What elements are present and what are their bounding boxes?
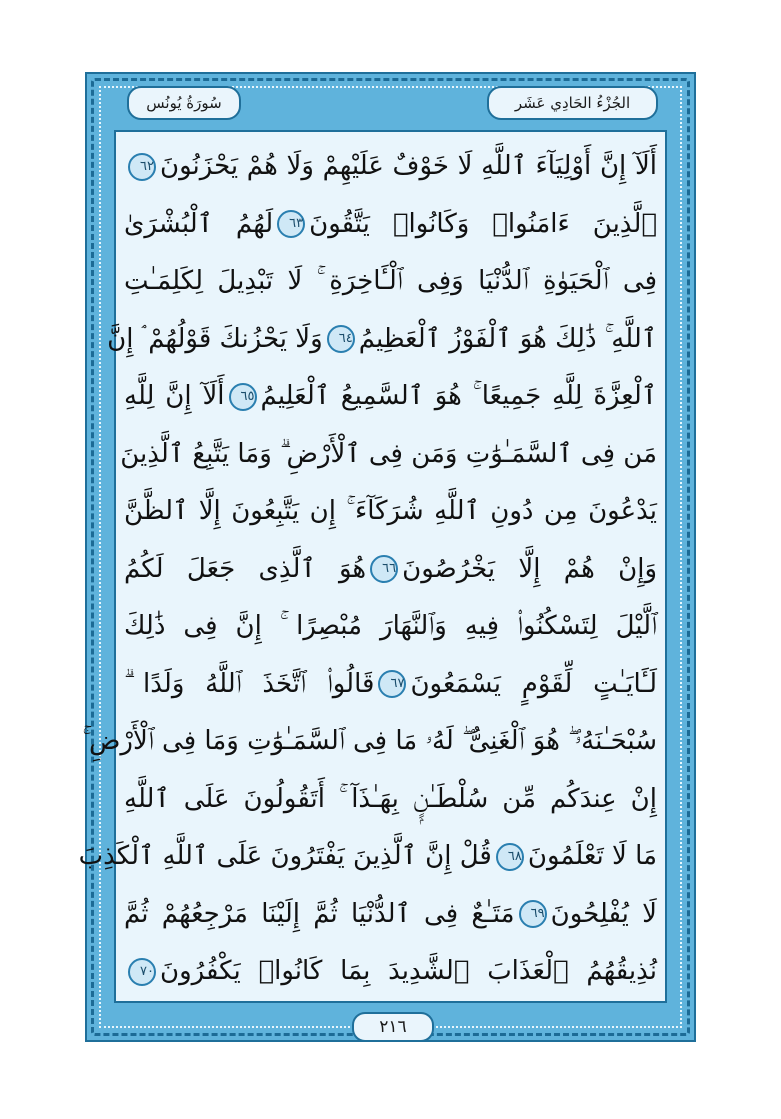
verse-line bbox=[124, 543, 657, 595]
juz-header bbox=[487, 86, 658, 120]
ayah-number-marker: ٦٦ bbox=[370, 555, 398, 583]
verse-line bbox=[124, 658, 657, 710]
verse-text: نُذِيقُهُمُ ٱلْعَذَابَ ٱلشَّدِيدَ بِمَا كَانُوا۟ يَكْفُرُونَ bbox=[160, 956, 657, 986]
ayah-number-marker: ٦٩ bbox=[519, 900, 547, 928]
ayah-number-marker: ٦٤ bbox=[327, 325, 355, 353]
verse-line bbox=[120, 428, 657, 480]
verse-text: مَن فِى ٱلسَّمَـٰوَٰتِ وَمَن فِى ٱلْأَرْضِ ۗ وَمَا يَتَّبِعُ ٱلَّذِينَ bbox=[120, 438, 657, 469]
verse-line bbox=[124, 370, 657, 422]
verse-text-continued: هُوَ ٱلَّذِى جَعَلَ لَكُمُ bbox=[124, 553, 367, 584]
ayah-number-marker: ٦٥ bbox=[229, 383, 257, 411]
ayah-number-marker: ٦٧ bbox=[378, 670, 406, 698]
verse-line bbox=[124, 888, 657, 940]
verse-text: ٱلَّيْلَ لِتَسْكُنُوا۟ فِيهِ وَٱلنَّهَارَ مُبْصِرًا ۚ إِنَّ فِى ذَٰلِكَ bbox=[124, 611, 657, 641]
verse-line bbox=[124, 773, 657, 825]
verse-text: يَدْعُونَ مِن دُونِ ٱللَّهِ شُرَكَآءَ ۚ إِن يَتَّبِعُونَ إِلَّا ٱلظَّنَّ bbox=[124, 496, 657, 526]
ayah-number-marker: ٦٣ bbox=[277, 210, 305, 238]
verse-text-continued: وَلَا يَحْزُنكَ قَوْلُهُمْ ۘ إِنَّ bbox=[107, 323, 323, 354]
verse-text-continued: مَتَـٰعٌ فِى ٱلدُّنْيَا ثُمَّ إِلَيْنَا مَرْجِعُهُمْ ثُمَّ bbox=[124, 898, 515, 929]
ayah-number-marker: ٦٢ bbox=[128, 153, 156, 181]
verse-text: لَـَٔايَـٰتٍ لِّقَوْمٍ يَسْمَعُونَ bbox=[410, 668, 657, 699]
page-number-label: ٢١٦ bbox=[379, 1017, 407, 1037]
verse-text: وَإِنْ هُمْ إِلَّا يَخْرُصُونَ bbox=[402, 553, 657, 584]
verse-text: فِى ٱلْحَيَوٰةِ ٱلدُّنْيَا وَفِى ٱلْـَٔاخِرَةِ ۚ لَا تَبْدِيلَ لِكَلِمَـٰتِ bbox=[124, 266, 657, 296]
verse-text-continued: قَالُوا۟ ٱتَّخَذَ ٱللَّهُ وَلَدًا ۗ bbox=[124, 668, 375, 699]
verse-line bbox=[82, 715, 657, 767]
verse-text: مَا لَا تَعْلَمُونَ bbox=[527, 841, 657, 871]
verse-text: لَا يُفْلِحُونَ bbox=[550, 898, 657, 929]
verse-text: سُبْحَـٰنَهُۥ ۖ هُوَ ٱلْغَنِىُّ ۖ لَهُۥ مَا فِى ٱلسَّمَـٰوَٰتِ وَمَا فِى ٱلْأَرْضِ ۚ bbox=[82, 726, 657, 756]
page-number bbox=[352, 1012, 434, 1042]
verse-text-continued: لَهُمُ ٱلْبُشْرَىٰ bbox=[124, 208, 274, 239]
verse-line bbox=[124, 140, 657, 192]
verse-text: أَلَآ إِنَّ أَوْلِيَآءَ ٱللَّهِ لَا خَوْفٌ عَلَيْهِمْ وَلَا هُمْ يَحْزَنُونَ bbox=[160, 151, 657, 181]
ayah-number-marker: ٦٨ bbox=[496, 843, 524, 871]
verse-text: إِنْ عِندَكُم مِّن سُلْطَـٰنٍۭ بِهَـٰذَآ ۚ أَتَقُولُونَ عَلَى ٱللَّهِ bbox=[124, 783, 657, 814]
surah-label: سُورَةُ يُونُس bbox=[146, 94, 222, 112]
verse-line bbox=[78, 830, 657, 882]
verse-line bbox=[124, 945, 657, 997]
verse-line bbox=[124, 600, 657, 652]
verse-line bbox=[124, 255, 657, 307]
ayah-number-marker: ٧٠ bbox=[128, 958, 156, 986]
surah-header bbox=[127, 86, 241, 120]
verse-text: ٱلْعِزَّةَ لِلَّهِ جَمِيعًا ۚ هُوَ ٱلسَّمِيعُ ٱلْعَلِيمُ bbox=[260, 381, 657, 411]
verse-line bbox=[107, 313, 657, 365]
verse-text: ٱلَّذِينَ ءَامَنُوا۟ وَكَانُوا۟ يَتَّقُونَ bbox=[309, 208, 657, 239]
juz-label: الجُزْءُ الحَادِي عَشَر bbox=[514, 94, 631, 112]
verse-text: ٱللَّهِ ۚ ذَٰلِكَ هُوَ ٱلْفَوْزُ ٱلْعَظِيمُ bbox=[358, 323, 657, 354]
verse-text-continued: قُلْ إِنَّ ٱلَّذِينَ يَفْتَرُونَ عَلَى ٱللَّهِ ٱلْكَذِبَ bbox=[78, 841, 492, 871]
verse-line bbox=[124, 198, 657, 250]
verse-line bbox=[124, 485, 657, 537]
verse-text-continued: أَلَآ إِنَّ لِلَّهِ bbox=[124, 381, 225, 411]
